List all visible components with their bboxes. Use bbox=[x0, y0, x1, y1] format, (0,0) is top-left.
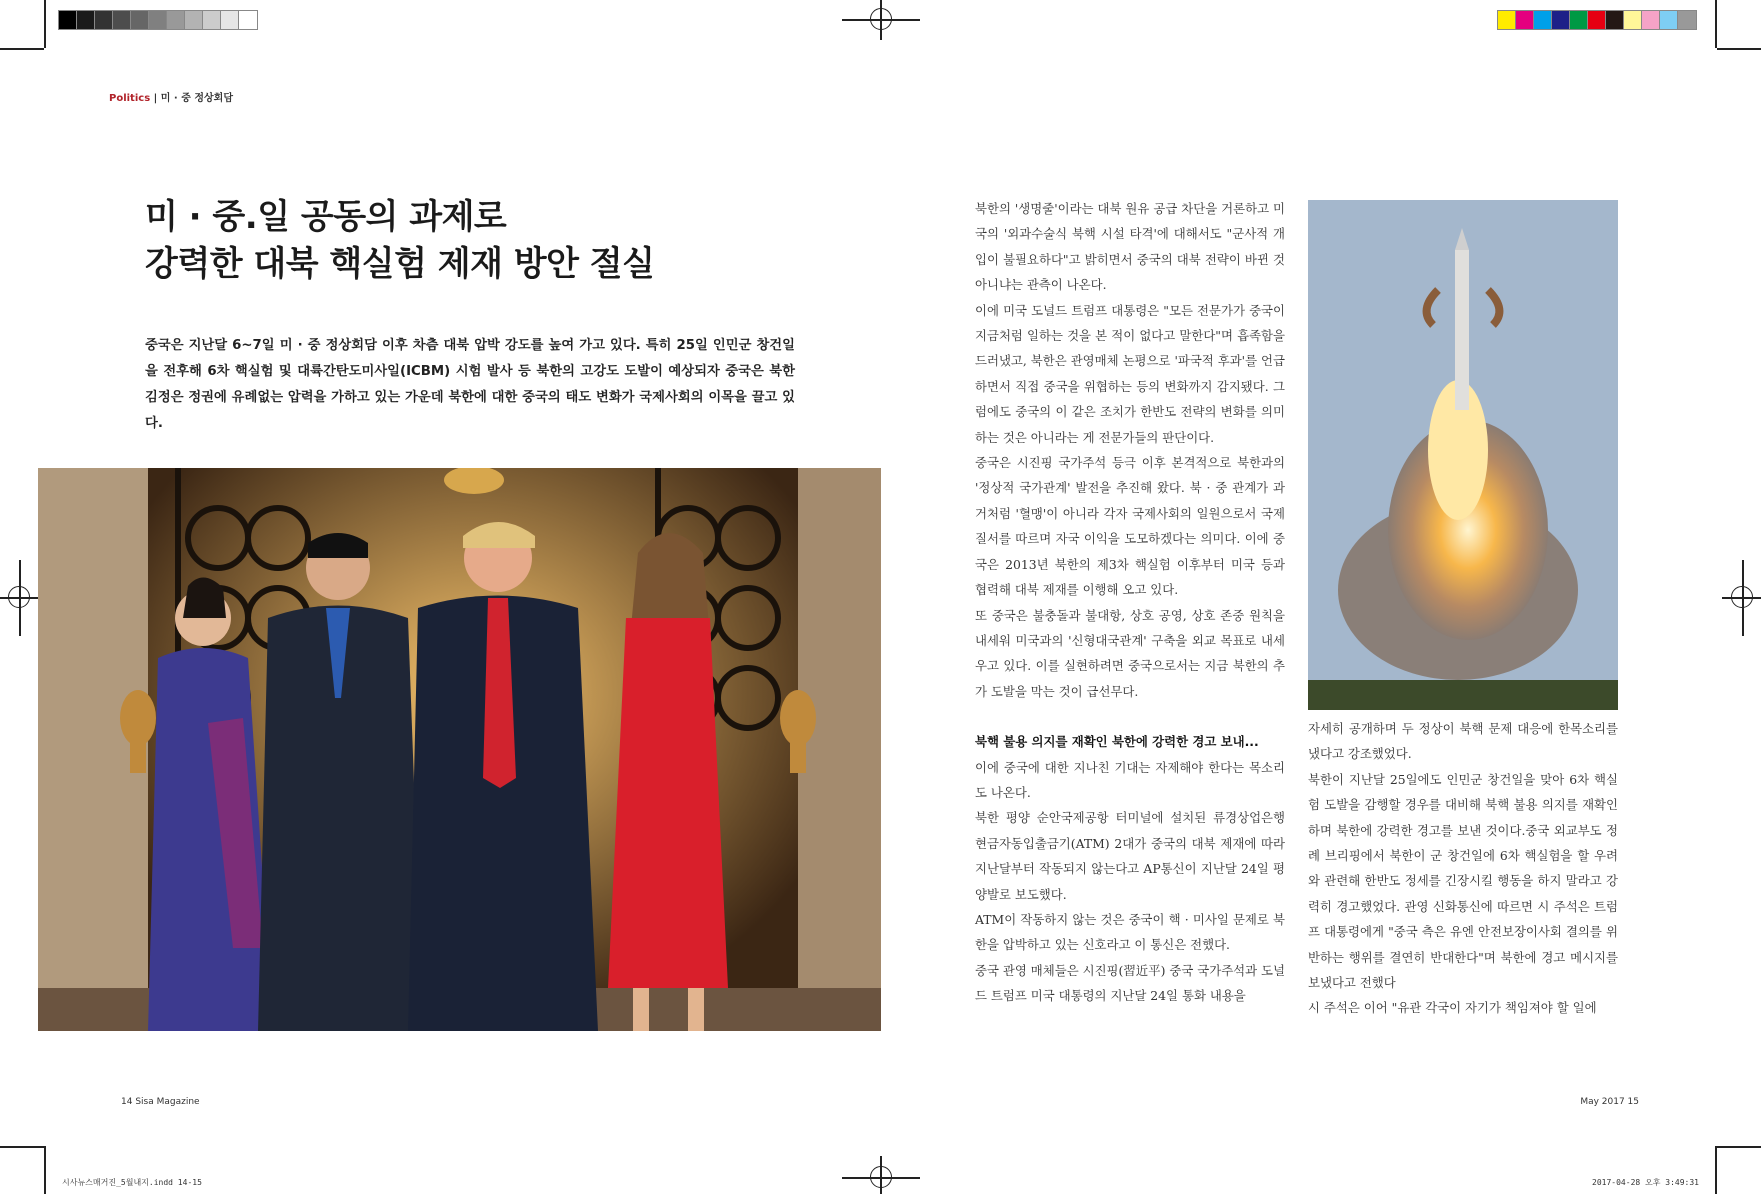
print-slug-file: 시사뉴스매거진_5월내지.indd 14-15 bbox=[62, 1178, 202, 1187]
subsection-name: 미 · 중 정상회담 bbox=[160, 93, 233, 104]
crop-mark bbox=[1717, 48, 1761, 50]
missile-launch-photo bbox=[1308, 200, 1618, 710]
article-column-2 bbox=[1308, 716, 1618, 1021]
article-column-1 bbox=[975, 196, 1285, 1009]
paragraph: 북한 평양 순안국제공항 터미널에 설치된 류경상업은행 현금자동입출금기(ATM) 2대가 중국의 대북 제재에 따라 지난달부터 작동되지 않는다고 AP통신이 지난달 24일 평양발로 보도했다. bbox=[975, 810, 1285, 902]
summit-photo-illustration bbox=[38, 468, 881, 1031]
summit-photo bbox=[38, 468, 881, 1031]
folio-right: May 2017 15 bbox=[1580, 1097, 1639, 1107]
registration-mark bbox=[19, 560, 21, 636]
crop-mark bbox=[44, 0, 46, 48]
crop-mark bbox=[0, 48, 44, 50]
folio-left: 14 Sisa Magazine bbox=[121, 1097, 200, 1107]
registration-mark bbox=[1742, 560, 1744, 636]
grayscale-bar bbox=[58, 10, 258, 30]
paragraph: 자세히 공개하며 두 정상이 북핵 문제 대응에 한목소리를 냈다고 강조했었다. bbox=[1308, 721, 1618, 762]
registration-mark bbox=[880, 0, 882, 40]
paragraph: ATM이 작동하지 않는 것은 중국이 핵 · 미사일 문제로 북한을 압박하고 있는 신호라고 이 통신은 전했다. bbox=[975, 911, 1285, 953]
rocket-body bbox=[1455, 250, 1469, 410]
crop-mark bbox=[0, 1146, 44, 1148]
paragraph: 북한의 '생명줄'이라는 대북 원유 공급 차단을 거론하고 미국의 '외과수술식 북핵 시설 타격'에 대해서도 "군사적 개입이 불필요하다"고 밝히면서 중국의 대북 전략이 바뀐 것 아니냐는 관측이 나온다. bbox=[975, 201, 1285, 293]
paragraph: 중국은 시진핑 국가주석 등극 이후 본격적으로 북한과의 '정상적 국가관계' 발전을 추진해 왔다. 북 · 중 관계가 과거처럼 '혈맹'이 아니라 각자 국제사회의 일원으로서 국제질서를 따르며 자국 이익을 도모하겠다는 의미다. 이에 중국은 2013년 북한의 제3차 핵실험 이후부터 미국 등과 협력해 대북 제재를 이행해 오고 있다. bbox=[975, 455, 1285, 598]
paragraph: 또 중국은 불충돌과 불대항, 상호 공영, 상호 존중 원칙을 내세워 미국과의 '신형대국관계' 구축을 외교 목표로 내세우고 있다. 이를 실현하려면 중국으로서는 지금 북한의 추가 도발을 막는 것이 급선무다. bbox=[975, 607, 1285, 699]
section-divider: | bbox=[153, 93, 161, 104]
crop-mark bbox=[1715, 0, 1717, 48]
paragraph: 이에 중국에 대한 지나친 기대는 자제해야 한다는 목소리도 나온다. bbox=[975, 759, 1285, 800]
headline-line-1: 미 · 중.일 공동의 과제로 bbox=[145, 197, 507, 237]
lead-paragraph: 중국은 지난달 6~7일 미 · 중 정상회담 이후 차츰 대북 압박 강도를 높여 가고 있다. 특히 25일 인민군 창건일을 전후해 6차 핵실험 및 대륙간탄도미사일(ICBM) 시험 발사 등 북한의 고강도 도발이 예상되자 중국은 북한 김정은 정권에 유례없는 압력을 가하고 있는 가운데 북한에 대한 중국의 태도 변화가 국제사회의 이목을 끌고 있다. bbox=[145, 338, 795, 431]
paragraph: 시 주석은 이어 "유관 각국이 자기가 책임져야 할 일에 bbox=[1308, 1000, 1597, 1016]
paragraph: 북한이 지난달 25일에도 인민군 창건일을 맞아 6차 핵실험 도발을 감행할 경우를 대비해 북핵 불용 의지를 재확인하며 북한에 강력한 경고를 보낸 것이다.중국 외교부도 정례 브리핑에서 북한이 군 창건일에 6차 핵실험을 할 우려와 관련해 한반도 정세를 긴장시킬 행동을 하지 말라고 강력히 경고했었다. 관영 신화통신에 따르면 시 주석은 트럼프 대통령에게 "중국 측은 유엔 안전보장이사회 결의를 위반하는 행위를 결연히 반대한다"며 북한에 경고 메시지를 보냈다고 전했다 bbox=[1308, 771, 1618, 991]
print-slug-date: 2017-04-28 오후 3:49:31 bbox=[1592, 1178, 1699, 1187]
crop-mark bbox=[1717, 1146, 1761, 1148]
section-label bbox=[109, 89, 233, 104]
article-subhead: 북핵 불용 의지를 재확인 북한에 강력한 경고 보내... bbox=[975, 734, 1259, 750]
paragraph: 이에 미국 도널드 트럼프 대통령은 "모든 전문가가 중국이 지금처럼 일하는 것을 본 적이 없다고 말한다"며 흡족함을 드러냈고, 북한은 관영매체 논평으로 '파국적 후과'를 언급하면서 직접 중국을 위협하는 등의 변화까지 감지됐다. 그럼에도 중국의 이 같은 조치가 한반도 전략의 변화를 의미하는 것은 아니라는 게 전문가들의 판단이다. bbox=[975, 302, 1285, 445]
crop-mark bbox=[1715, 1146, 1717, 1194]
paragraph: 중국 관영 매체들은 시진핑(習近平) 중국 국가주석과 도널드 트럼프 미국 대통령의 지난달 24일 통화 내용을 bbox=[975, 962, 1285, 1004]
headline-line-2: 강력한 대북 핵실험 제재 방안 절실 bbox=[145, 244, 655, 284]
missile-launch-illustration bbox=[1308, 200, 1618, 710]
headline bbox=[145, 194, 765, 288]
registration-mark bbox=[880, 1156, 882, 1194]
color-bar bbox=[1497, 10, 1697, 30]
section-name: Politics bbox=[109, 93, 151, 104]
crop-mark bbox=[44, 1146, 46, 1194]
